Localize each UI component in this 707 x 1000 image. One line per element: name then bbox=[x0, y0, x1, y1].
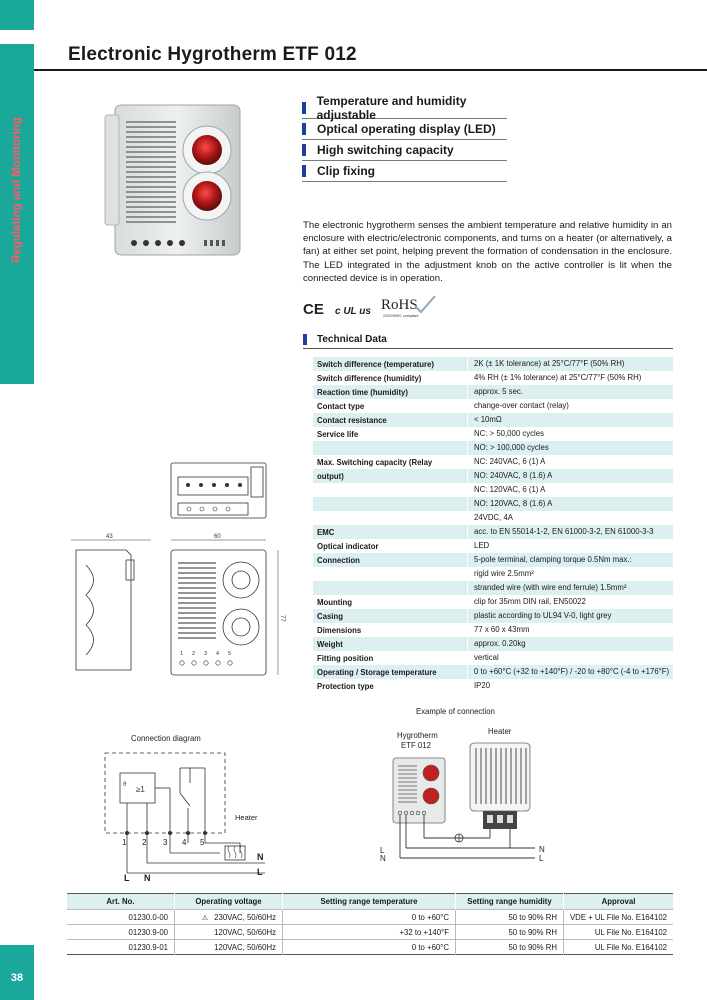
table-row: 01230.9-00 120VAC, 50/60Hz +32 to +140°F 50 to 90% RH UL File No. E164102 bbox=[67, 925, 673, 940]
line-label-bottom: L bbox=[124, 873, 130, 883]
hysteresis-icon: ϑ bbox=[123, 782, 127, 788]
terminal-number: 3 bbox=[204, 651, 208, 657]
example-title: Example of connection bbox=[416, 707, 495, 716]
product-description: The electronic hygrotherm senses the ambient temperature and relative humidity in an enclosure with electric/electronic components, and turns on a heater (or alternatively, a fan) at either set point, helping prevent the formation of condensation in the enclosure. The LED integrated in the adjustment knob on the active controller is lit when the connected device is in operation. bbox=[303, 220, 672, 284]
bullet-marker bbox=[303, 334, 307, 345]
title-rule bbox=[34, 69, 707, 71]
spec-row: Casing plastic according to UL94 V-0, light grey bbox=[313, 609, 673, 623]
col-temp-range: Setting range temperature bbox=[283, 894, 456, 910]
bullet-marker bbox=[302, 144, 306, 156]
spec-row: Protection type IP20 bbox=[313, 679, 673, 693]
spec-row: Optical indicator LED bbox=[313, 539, 673, 553]
spec-row: NO: 120VAC, 8 (1.6) A bbox=[313, 497, 673, 511]
col-approval: Approval bbox=[564, 894, 674, 910]
example-heater-label: Heater bbox=[488, 727, 512, 736]
example-line-label: L bbox=[380, 846, 385, 855]
rohs-mark: RoHS bbox=[381, 297, 418, 313]
spec-row: Fitting position vertical bbox=[313, 651, 673, 665]
terminal-number: 3 bbox=[163, 838, 168, 847]
rohs-check-icon bbox=[415, 296, 435, 312]
technical-data-heading: Technical Data bbox=[303, 334, 387, 345]
spec-row: EMC acc. to EN 55014-1-2, EN 61000-3-2, EN 61000-3-3 bbox=[313, 525, 673, 539]
col-art-no: Art. No. bbox=[67, 894, 175, 910]
terminal-number: 4 bbox=[182, 838, 187, 847]
spec-row: Operating / Storage temperature 0 to +60°C (+32 to +140°F) / -20 to +80°C (-4 to +176°F) bbox=[313, 665, 673, 679]
example-line-right-label: L bbox=[539, 854, 544, 863]
neutral-label-bottom: N bbox=[144, 873, 151, 883]
connection-diagram-title: Connection diagram bbox=[131, 734, 201, 743]
product-photo bbox=[100, 100, 250, 270]
heater-label: Heater bbox=[235, 813, 258, 822]
example-connection-drawing bbox=[375, 740, 555, 865]
terminal-number: 1 bbox=[180, 651, 184, 657]
terminal-number: 2 bbox=[142, 838, 147, 847]
col-humidity-range: Setting range humidity bbox=[456, 894, 564, 910]
feature-item: Clip fixing bbox=[302, 161, 507, 182]
example-neutral-right-label: N bbox=[539, 845, 545, 854]
spec-row: stranded wire (with wire end ferrule) 1.5mm² bbox=[313, 581, 673, 595]
spec-row: Service life NC: > 50,000 cycles bbox=[313, 427, 673, 441]
dimension-depth-label: 43 bbox=[106, 534, 113, 540]
example-neutral-label: N bbox=[380, 854, 386, 863]
spec-row: rigid wire 2.5mm² bbox=[313, 567, 673, 581]
terminal-number: 5 bbox=[228, 651, 232, 657]
ce-mark: CE bbox=[303, 301, 324, 318]
feature-item: High switching capacity bbox=[302, 140, 507, 161]
dimension-drawing bbox=[66, 455, 296, 685]
spec-row: output) NO: 240VAC, 8 (1.6) A bbox=[313, 469, 673, 483]
table-row: 01230.9-01 120VAC, 50/60Hz 0 to +60°C 50 to 90% RH UL File No. E164102 bbox=[67, 940, 673, 955]
spec-row: Contact resistance < 10mΩ bbox=[313, 413, 673, 427]
page-number: 38 bbox=[10, 972, 24, 984]
relay-gate-symbol: ≥1 bbox=[136, 785, 145, 794]
example-model-label: ETF 012 bbox=[401, 741, 431, 750]
spec-row: Weight approx. 0.20kg bbox=[313, 637, 673, 651]
bullet-marker bbox=[302, 102, 306, 114]
rohs-compliance-note: 2002/95/EC compliant bbox=[383, 314, 419, 318]
article-table bbox=[67, 893, 673, 955]
neutral-label: N bbox=[257, 852, 264, 862]
spec-row: Mounting clip for 35mm DIN rail, EN50022 bbox=[313, 595, 673, 609]
terminal-number: 1 bbox=[122, 838, 127, 847]
bullet-marker bbox=[302, 165, 306, 177]
spec-table bbox=[313, 357, 673, 693]
spec-row: NO: > 100,000 cycles bbox=[313, 441, 673, 455]
bullet-marker bbox=[302, 123, 306, 135]
col-voltage: Operating voltage bbox=[175, 894, 283, 910]
terminal-number: 4 bbox=[216, 651, 220, 657]
terminal-number: 5 bbox=[200, 838, 205, 847]
spec-row: Dimensions 77 x 60 x 43mm bbox=[313, 623, 673, 637]
certification-logos bbox=[303, 294, 443, 322]
dimension-height-label: 77 bbox=[279, 615, 285, 622]
feature-item: Optical operating display (LED) bbox=[302, 119, 507, 140]
spec-row: Reaction time (humidity) approx. 5 sec. bbox=[313, 385, 673, 399]
terminal-number: 2 bbox=[192, 651, 196, 657]
connection-diagram bbox=[100, 748, 280, 883]
spec-row: Switch difference (humidity) 4% RH (± 1% tolerance) at 25°C/77°F (50% RH) bbox=[313, 371, 673, 385]
ul-mark: c UL us bbox=[335, 306, 371, 317]
table-header-row bbox=[67, 894, 673, 910]
line-label: L bbox=[257, 867, 263, 877]
page-title: Electronic Hygrotherm ETF 012 bbox=[68, 44, 357, 65]
spec-row: Max. Switching capacity (Relay NC: 240VAC, 6 (1) A bbox=[313, 455, 673, 469]
spec-row: Contact type change-over contact (relay) bbox=[313, 399, 673, 413]
spec-row: Connection 5-pole terminal, clamping torque 0.5Nm max.: bbox=[313, 553, 673, 567]
feature-item: Temperature and humidity adjustable bbox=[302, 98, 507, 119]
vde-mark-icon: ⚠ bbox=[201, 914, 209, 922]
table-row: 01230.0-00 ⚠ 230VAC, 50/60Hz 0 to +60°C 50 to 90% RH VDE + UL File No. E164102 bbox=[67, 910, 673, 925]
feature-list bbox=[302, 94, 507, 182]
heading-rule bbox=[303, 348, 673, 349]
spec-row: 24VDC, 4A bbox=[313, 511, 673, 525]
spec-row: Switch difference (temperature) 2K (± 1K tolerance) at 25°C/77°F (50% RH) bbox=[313, 357, 673, 371]
example-hygrotherm-label: Hygrotherm bbox=[397, 731, 438, 740]
top-corner-band bbox=[0, 0, 34, 30]
spec-row: NC: 120VAC, 6 (1) A bbox=[313, 483, 673, 497]
dimension-width-label: 60 bbox=[214, 534, 221, 540]
